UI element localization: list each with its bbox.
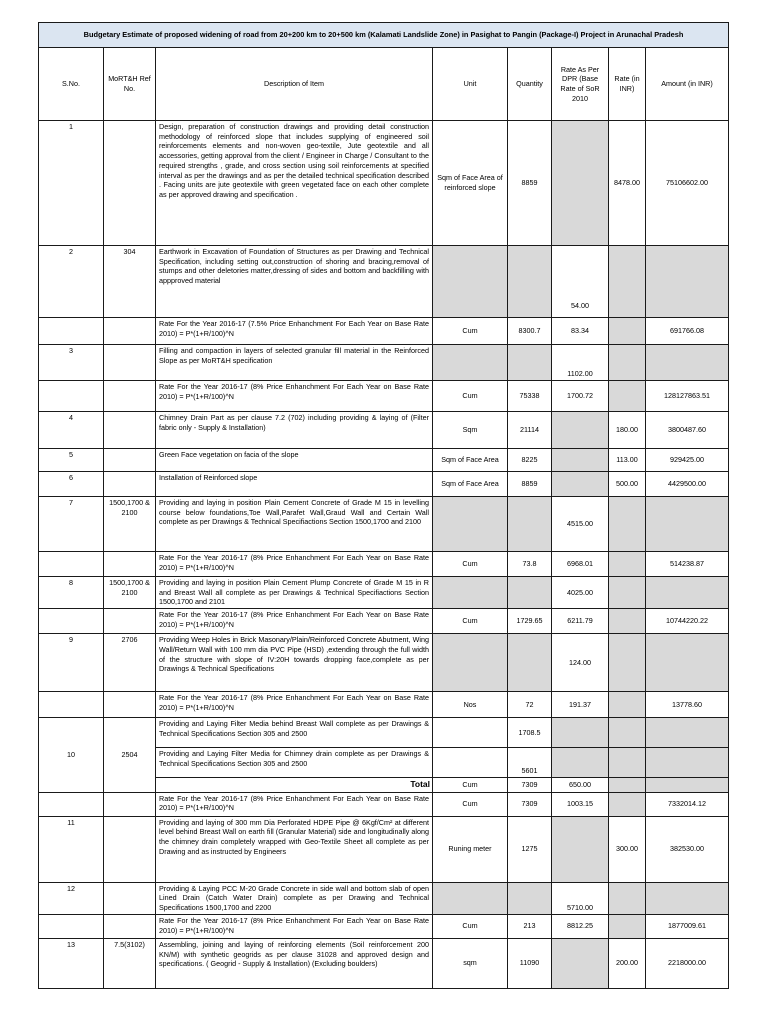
- sno-cell: [39, 318, 104, 345]
- rate-cell: [609, 882, 646, 914]
- unit-cell: Sqm of Face Area: [433, 449, 508, 472]
- table-row: [39, 345, 729, 381]
- unit-cell: [433, 748, 508, 778]
- amount-cell: [646, 882, 729, 914]
- table-row: [39, 577, 729, 609]
- col-header-description: Description of Item: [156, 48, 433, 121]
- description-cell: Providing Weep Holes in Brick Masonary/Plain/Reinforced Concrete Abutment, Wing Wall/Return Wall with 100 mm dia PVC Pipe (HSD) ,extending through the full width of the structure with slope of IV:20H towards dropping face,complete as per Drawings & Technical Specifications: [156, 634, 433, 692]
- table-row: [39, 412, 729, 449]
- quantity-cell: [508, 577, 552, 609]
- table-row: [39, 609, 729, 634]
- sno-cell: 9: [39, 634, 104, 692]
- ref-cell: [104, 792, 156, 816]
- sno-cell: 10: [39, 718, 104, 792]
- amount-cell: 691766.08: [646, 318, 729, 345]
- description-cell: Green Face vegetation on facia of the slope: [156, 449, 433, 472]
- description-cell: Filling and compaction in layers of selected granular fill material in the Reinforced Slope as per MoRT&H specification: [156, 345, 433, 381]
- quantity-cell: 11090: [508, 938, 552, 988]
- ref-cell: 2504: [104, 718, 156, 792]
- description-cell: Chimney Drain Part as per clause 7.2 (702) including providing & laying of (Filter fabric only - Supply & Installation): [156, 412, 433, 449]
- total-label: Total: [156, 778, 433, 792]
- quantity-cell: 7309: [508, 778, 552, 792]
- unit-cell: Runing meter: [433, 816, 508, 882]
- quantity-cell: 1708.5: [508, 718, 552, 748]
- col-header-dpr-rate: Rate As Per DPR (Base Rate of SoR 2010: [552, 48, 609, 121]
- quantity-cell: 5601: [508, 748, 552, 778]
- table-row: [39, 381, 729, 412]
- amount-cell: 128127863.51: [646, 381, 729, 412]
- ref-cell: [104, 692, 156, 718]
- rate-cell: [609, 345, 646, 381]
- dpr-rate-cell: [552, 472, 609, 497]
- dpr-rate-cell: 8812.25: [552, 914, 609, 938]
- description-cell: Providing and laying in position Plain Cement Concrete of Grade M 15 in levelling course below foundations,Toe Wall,Parafet Wall,Graud Wall and Certain Wall complete as per Drawings & Technical Specifiactions Section 1500,1700 and 2100: [156, 497, 433, 552]
- ref-cell: [104, 609, 156, 634]
- ref-cell: [104, 914, 156, 938]
- sno-cell: 12: [39, 882, 104, 914]
- ref-cell: 1500,1700 & 2100: [104, 577, 156, 609]
- dpr-rate-cell: [552, 748, 609, 778]
- table-row: [39, 246, 729, 318]
- col-header-amount: Amount (in INR): [646, 48, 729, 121]
- description-cell: Rate For the Year 2016-17 (8% Price Enhanchment For Each Year on Base Rate 2010) = P*(1+R/100)^N: [156, 552, 433, 577]
- page-title: Budgetary Estimate of proposed widening of road from 20+200 km to 20+500 km (Kalamati Landslide Zone) in Pasighat to Pangin (Package-I) Project in Arunachal Pradesh: [39, 23, 729, 48]
- dpr-rate-cell: 4515.00: [552, 497, 609, 552]
- dpr-rate-cell: 1700.72: [552, 381, 609, 412]
- ref-cell: [104, 318, 156, 345]
- dpr-rate-cell: [552, 816, 609, 882]
- amount-cell: 13778.60: [646, 692, 729, 718]
- description-cell: Providing and Laying Filter Media for Chimney drain complete as per Drawings & Technical Specifications Section 305 and 2500: [156, 748, 433, 778]
- dpr-rate-cell: 1003.15: [552, 792, 609, 816]
- dpr-rate-cell: [552, 718, 609, 748]
- rate-cell: 300.00: [609, 816, 646, 882]
- table-row: [39, 718, 729, 748]
- unit-cell: Sqm of Face Area of reinforced slope: [433, 121, 508, 246]
- description-cell: Providing and laying of 300 mm Dia Perforated HDPE Pipe @ 6Kgf/Cm² at different level behind Breast Wall on earth fill (Granular Material) side and longitudinally along the chimney drain completely wrapped with Geo-Textile Sheet all complete as per Drawing and as instructed by Engineers: [156, 816, 433, 882]
- quantity-cell: 8859: [508, 121, 552, 246]
- ref-cell: [104, 345, 156, 381]
- rate-cell: 8478.00: [609, 121, 646, 246]
- dpr-rate-cell: 54.00: [552, 246, 609, 318]
- quantity-cell: [508, 345, 552, 381]
- unit-cell: [433, 497, 508, 552]
- unit-cell: Cum: [433, 792, 508, 816]
- unit-cell: [433, 577, 508, 609]
- description-cell: Rate For the Year 2016-17 (8% Price Enhanchment For Each Year on Base Rate 2010) = P*(1+R/100)^N: [156, 914, 433, 938]
- rate-cell: [609, 318, 646, 345]
- unit-cell: Sqm: [433, 412, 508, 449]
- dpr-rate-cell: 5710.00: [552, 882, 609, 914]
- amount-cell: [646, 246, 729, 318]
- unit-cell: Cum: [433, 609, 508, 634]
- amount-cell: [646, 345, 729, 381]
- sno-cell: 6: [39, 472, 104, 497]
- description-cell: Rate For the Year 2016-17 (8% Price Enhanchment For Each Year on Base Rate 2010) = P*(1+R/100)^N: [156, 792, 433, 816]
- rate-cell: [609, 692, 646, 718]
- amount-cell: [646, 634, 729, 692]
- table-row: [39, 792, 729, 816]
- ref-cell: [104, 121, 156, 246]
- unit-cell: [433, 882, 508, 914]
- sno-cell: 8: [39, 577, 104, 609]
- unit-cell: Cum: [433, 381, 508, 412]
- col-header-rate: Rate (in INR): [609, 48, 646, 121]
- rate-cell: [609, 748, 646, 778]
- unit-cell: Cum: [433, 914, 508, 938]
- unit-cell: sqm: [433, 938, 508, 988]
- rate-cell: [609, 792, 646, 816]
- rate-cell: [609, 381, 646, 412]
- quantity-cell: [508, 882, 552, 914]
- amount-cell: 10744220.22: [646, 609, 729, 634]
- amount-cell: 7332014.12: [646, 792, 729, 816]
- table-row: [39, 121, 729, 246]
- sno-cell: 11: [39, 816, 104, 882]
- unit-cell: Cum: [433, 552, 508, 577]
- dpr-rate-cell: [552, 121, 609, 246]
- amount-cell: [646, 748, 729, 778]
- dpr-rate-cell: 124.00: [552, 634, 609, 692]
- unit-cell: [433, 634, 508, 692]
- ref-cell: 2706: [104, 634, 156, 692]
- ref-cell: [104, 412, 156, 449]
- rate-cell: [609, 497, 646, 552]
- rate-cell: [609, 552, 646, 577]
- dpr-rate-cell: 6211.79: [552, 609, 609, 634]
- col-header-quantity: Quantity: [508, 48, 552, 121]
- sno-cell: 7: [39, 497, 104, 552]
- quantity-cell: 8859: [508, 472, 552, 497]
- unit-cell: [433, 246, 508, 318]
- sno-cell: [39, 609, 104, 634]
- quantity-cell: [508, 634, 552, 692]
- sno-cell: 3: [39, 345, 104, 381]
- dpr-rate-cell: 6968.01: [552, 552, 609, 577]
- dpr-rate-cell: [552, 412, 609, 449]
- dpr-rate-cell: 83.34: [552, 318, 609, 345]
- rate-cell: [609, 577, 646, 609]
- quantity-cell: [508, 497, 552, 552]
- rate-cell: [609, 246, 646, 318]
- description-cell: Providing & Laying PCC M-20 Grade Concrete in side wall and bottom slab of open Lined Drain (Catch Water Drain) complete as per Drawing and Technical Specifications 1500,1700 and 2200: [156, 882, 433, 914]
- sno-cell: 4: [39, 412, 104, 449]
- rate-cell: [609, 634, 646, 692]
- estimate-table: [38, 22, 729, 989]
- amount-cell: 3800487.60: [646, 412, 729, 449]
- ref-cell: [104, 381, 156, 412]
- ref-cell: 304: [104, 246, 156, 318]
- description-cell: Rate For the Year 2016-17 (7.5% Price Enhanchment For Each Year on Base Rate 2010) = P*(1+R/100)^N: [156, 318, 433, 345]
- sno-cell: 1: [39, 121, 104, 246]
- amount-cell: [646, 577, 729, 609]
- ref-cell: 1500,1700 & 2100: [104, 497, 156, 552]
- table-row: [39, 318, 729, 345]
- description-cell: Earthwork in Excavation of Foundation of Structures as per Drawing and Technical Specification, including setting out,construction of shoring and bracing,removal of stumps and other deletories matter,dressing of sides and bottom and backfilling with appproved material: [156, 246, 433, 318]
- amount-cell: 514238.87: [646, 552, 729, 577]
- amount-cell: [646, 497, 729, 552]
- amount-cell: 75106602.00: [646, 121, 729, 246]
- table-row: [39, 634, 729, 692]
- dpr-rate-cell: 191.37: [552, 692, 609, 718]
- rate-cell: [609, 914, 646, 938]
- ref-cell: [104, 882, 156, 914]
- unit-cell: Cum: [433, 318, 508, 345]
- amount-cell: 1877009.61: [646, 914, 729, 938]
- sno-cell: [39, 381, 104, 412]
- rate-cell: 500.00: [609, 472, 646, 497]
- unit-cell: Sqm of Face Area: [433, 472, 508, 497]
- sno-cell: 5: [39, 449, 104, 472]
- quantity-cell: 213: [508, 914, 552, 938]
- unit-cell: Cum: [433, 778, 508, 792]
- header-row: [39, 48, 729, 121]
- col-header-ref: MoRT&H Ref No.: [104, 48, 156, 121]
- quantity-cell: 8225: [508, 449, 552, 472]
- amount-cell: [646, 718, 729, 748]
- sno-cell: 2: [39, 246, 104, 318]
- dpr-rate-cell: 650.00: [552, 778, 609, 792]
- unit-cell: [433, 345, 508, 381]
- amount-cell: 2218000.00: [646, 938, 729, 988]
- quantity-cell: 75338: [508, 381, 552, 412]
- table-row: [39, 552, 729, 577]
- quantity-cell: 7309: [508, 792, 552, 816]
- description-cell: Rate For the Year 2016-17 (8% Price Enhanchment For Each Year on Base Rate 2010) = P*(1+R/100)^N: [156, 609, 433, 634]
- quantity-cell: 1275: [508, 816, 552, 882]
- rate-cell: [609, 609, 646, 634]
- unit-cell: [433, 718, 508, 748]
- ref-cell: [104, 449, 156, 472]
- sno-cell: [39, 552, 104, 577]
- quantity-cell: [508, 246, 552, 318]
- quantity-cell: 1729.65: [508, 609, 552, 634]
- rate-cell: [609, 718, 646, 748]
- table-row: [39, 882, 729, 914]
- quantity-cell: 73.8: [508, 552, 552, 577]
- dpr-rate-cell: [552, 938, 609, 988]
- description-cell: Rate For the Year 2016-17 (8% Price Enhanchment For Each Year on Base Rate 2010) = P*(1+R/100)^N: [156, 381, 433, 412]
- description-cell: Providing and Laying Filter Media behind Breast Wall complete as per Drawings & Technical Specifications Section 305 and 2500: [156, 718, 433, 748]
- description-cell: Assembling, joining and laying of reinforcing elements (Soil reinforcement 200 KN/M) with synthetic geogrids as per clause 31028 and approved design and specifications. ( Geogrid - Supply & Installation) (Excluding boulders): [156, 938, 433, 988]
- rate-cell: 180.00: [609, 412, 646, 449]
- table-row: [39, 938, 729, 988]
- dpr-rate-cell: 4025.00: [552, 577, 609, 609]
- rate-cell: 200.00: [609, 938, 646, 988]
- table-row: [39, 497, 729, 552]
- amount-cell: 382530.00: [646, 816, 729, 882]
- table-row: [39, 816, 729, 882]
- rate-cell: 113.00: [609, 449, 646, 472]
- table-row: [39, 472, 729, 497]
- table-row: [39, 449, 729, 472]
- description-cell: Rate For the Year 2016-17 (8% Price Enhanchment For Each Year on Base Rate 2010) = P*(1+R/100)^N: [156, 692, 433, 718]
- amount-cell: 929425.00: [646, 449, 729, 472]
- ref-cell: [104, 816, 156, 882]
- ref-cell: 7.5(3102): [104, 938, 156, 988]
- quantity-cell: 8300.7: [508, 318, 552, 345]
- sno-cell: [39, 692, 104, 718]
- ref-cell: [104, 552, 156, 577]
- amount-cell: [646, 778, 729, 792]
- table-row: [39, 914, 729, 938]
- description-cell: Installation of Reinforced slope: [156, 472, 433, 497]
- sno-cell: 13: [39, 938, 104, 988]
- quantity-cell: 72: [508, 692, 552, 718]
- col-header-sno: S.No.: [39, 48, 104, 121]
- unit-cell: Nos: [433, 692, 508, 718]
- description-cell: Providing and laying in position Plain Cement Plump Concrete of Grade M 15 in R and Breast Wall all complete as per Drawings & Technical Specifiactions Section 1500,1700 and 2101: [156, 577, 433, 609]
- quantity-cell: 21114: [508, 412, 552, 449]
- dpr-rate-cell: 1102.00: [552, 345, 609, 381]
- amount-cell: 4429500.00: [646, 472, 729, 497]
- col-header-unit: Unit: [433, 48, 508, 121]
- sno-cell: [39, 792, 104, 816]
- description-cell: Design, preparation of construction drawings and providing detail construction methodology of reinforced slope that includes supplying of engineered soil reinforcements elements and non-woven geo-textile, Jute geotextile and all accessories, getting approval from the client / Engineer in Charge / Consultant to the required strengths , grade, and cross section using soil reinforcements at specified interval as per the drawings and as per the detailed technical specification described . Facing units are jute geotextile with green vegetated face on each other complete as per approved drawing and specification .: [156, 121, 433, 246]
- table-row: [39, 692, 729, 718]
- ref-cell: [104, 472, 156, 497]
- dpr-rate-cell: [552, 449, 609, 472]
- rate-cell: [609, 778, 646, 792]
- sno-cell: [39, 914, 104, 938]
